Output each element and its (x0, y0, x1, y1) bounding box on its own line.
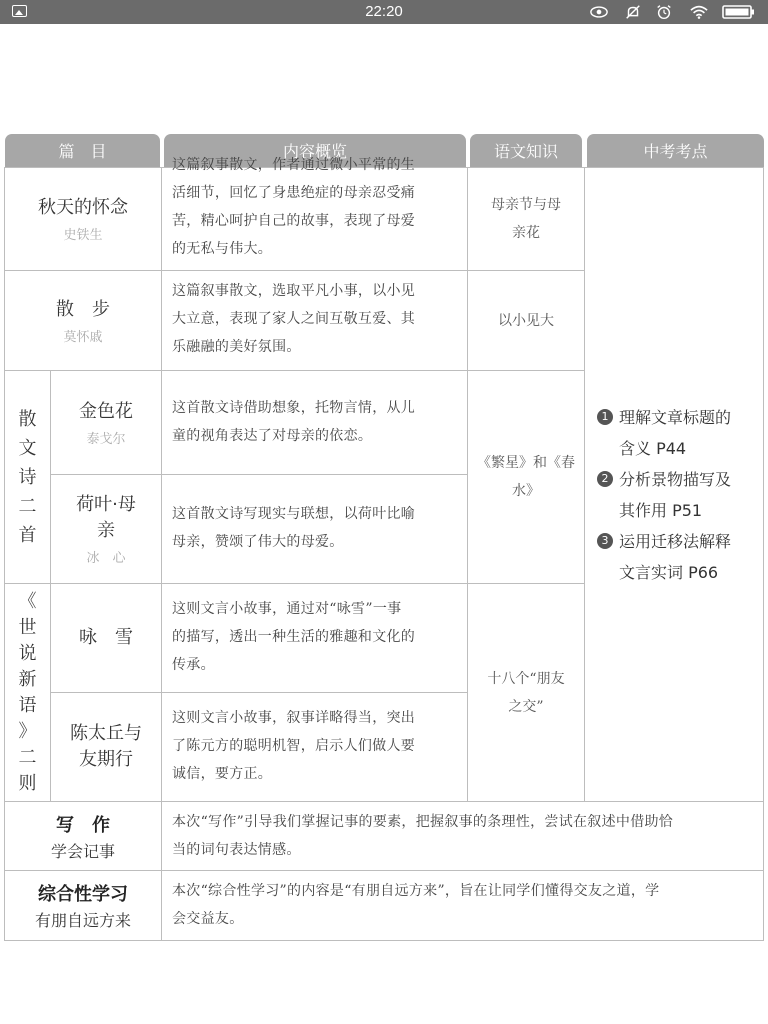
header-summary-column: 内容概览 (164, 134, 466, 167)
lesson-title-cell (5, 168, 161, 270)
eye-icon (590, 4, 608, 20)
comprehensive-title: 综合性学习 (38, 884, 128, 905)
lesson-knowledge: 《繁星》和《春 水》 (477, 455, 575, 499)
lesson-summary: 这则文言小故事，叙事详略得当，突出 了陈元方的聪明机智，启示人们做人要 诚信，要方正。 (172, 710, 416, 782)
lesson-title-cell (51, 584, 161, 692)
lesson-title: 荷叶·母 亲 (76, 494, 136, 541)
exam-point: 2 分析景物描写及 其作用 P51 (597, 464, 763, 526)
lesson-title: 金色花 (79, 400, 133, 422)
page-content (0, 24, 768, 1024)
writing-title: 写 作 (56, 814, 110, 836)
lesson-author: 史铁生 (63, 228, 103, 243)
comprehensive-description: 本次“综合性学习”的内容是“有朋自远方来”，旨在让同学们懂得交友之道，学 会交益友。 (172, 883, 660, 927)
header-title-column: 篇 目 (5, 134, 160, 167)
alarm-icon (655, 4, 673, 20)
battery-icon (722, 4, 756, 20)
writing-description: 本次“写作”引导我们掌握记事的要素，把握叙事的条理性，尝试在叙述中借助恰 当的词句表达情感。 (172, 814, 674, 858)
status-time: 22:20 (365, 3, 403, 20)
number-badge-icon: 2 (597, 471, 613, 487)
lesson-author: 冰 心 (86, 551, 126, 566)
lesson-title-cell (51, 693, 161, 801)
lesson-title-cell (5, 271, 161, 370)
status-bar (0, 0, 768, 24)
lesson-title-cell (51, 475, 161, 583)
lesson-knowledge: 母亲节与母 亲花 (491, 197, 561, 241)
comprehensive-title-cell (5, 871, 161, 940)
wifi-icon (690, 4, 708, 20)
lesson-summary: 这则文言小故事，通过对“咏雪”一事 的描写，透出一种生活的雅趣和文化的 传承。 (172, 601, 416, 673)
lesson-title-cell (51, 371, 161, 474)
divider-col1 (161, 167, 162, 940)
lesson-summary: 这篇叙事散文，作者通过微小平常的生 活细节，回忆了身患绝症的母亲忍受痛 苦，精心呵护自己的故事，表现了母爱 的无私与伟大。 (172, 157, 416, 257)
header-exam-column: 中考考点 (587, 134, 764, 167)
header-knowledge-column: 语文知识 (470, 134, 582, 167)
lesson-title: 秋天的怀念 (38, 197, 128, 218)
table-border-bottom (4, 940, 764, 941)
writing-title-cell (5, 802, 161, 870)
group-label-shishuo-xinyu: 《 世 说 新 语 》 二 则 (18, 590, 37, 794)
lesson-author: 莫怀戚 (63, 329, 103, 345)
exam-point: 3 运用迁移法解释 文言实词 P66 (597, 526, 763, 588)
exam-point: 1 理解文章标题的 含义 P44 (597, 402, 763, 464)
table-border-right (763, 167, 764, 940)
lesson-summary: 这篇叙事散文，选取平凡小事，以小见 大立意，表现了家人之间互敬互爱、其 乐融融的美好氛围。 (172, 283, 416, 355)
number-badge-icon: 3 (597, 533, 613, 549)
comprehensive-subtitle: 有朋自远方来 (34, 911, 131, 930)
lesson-summary: 这首散文诗借助想象，托物言情，从儿 童的视角表达了对母亲的依恋。 (172, 400, 416, 444)
writing-subtitle: 学会记事 (50, 841, 115, 861)
group-label-prose-poems: 散 文 诗 二 首 (18, 408, 37, 546)
lesson-summary: 这首散文诗写现实与联想，以荷叶比喻 母亲，赞颂了伟大的母爱。 (172, 506, 416, 550)
lesson-title: 咏 雪 (79, 627, 133, 648)
mute-icon (624, 4, 642, 20)
divider-col3 (584, 167, 585, 801)
exam-points-list (597, 402, 763, 588)
lesson-author: 泰戈尔 (86, 431, 126, 447)
lesson-knowledge: 以小见大 (498, 312, 554, 329)
number-badge-icon: 1 (597, 409, 613, 425)
lesson-knowledge: 十八个“朋友 之交” (487, 670, 565, 715)
lesson-title: 陈太丘与 友期行 (70, 723, 142, 770)
lesson-title: 散 步 (56, 298, 110, 320)
